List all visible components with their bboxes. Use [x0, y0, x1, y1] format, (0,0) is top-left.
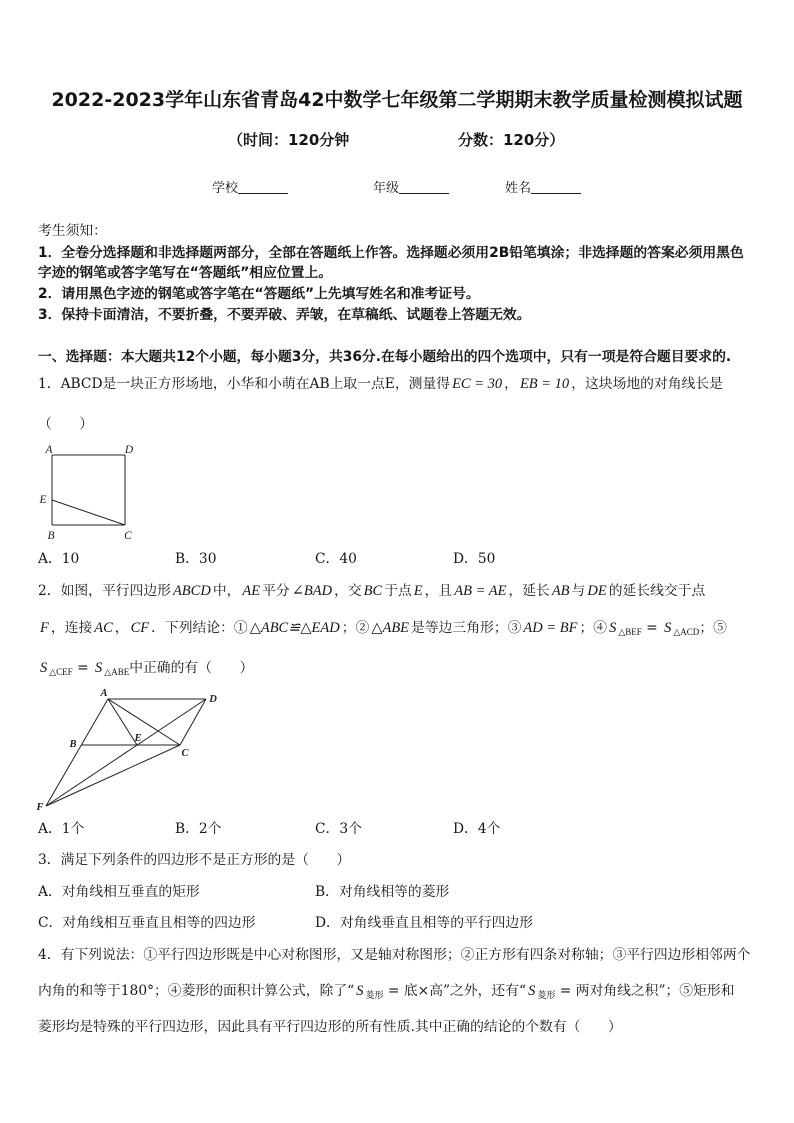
- line-af: [46, 699, 108, 806]
- label-b: B: [47, 530, 55, 542]
- label-e: E: [134, 733, 142, 744]
- q1-math-ec: EC = 30: [452, 376, 503, 392]
- q2-text: 与: [571, 583, 586, 599]
- q2-math: BC: [363, 583, 383, 599]
- q1-answer-paren: （ ）: [38, 416, 94, 432]
- name-blank: [531, 179, 581, 194]
- q2-option-a: A．1个: [38, 821, 85, 837]
- side-dc: [180, 699, 206, 745]
- q2-math: AB: [551, 583, 570, 599]
- q2-text: =: [641, 620, 663, 636]
- q4-math-area: S: [356, 983, 364, 999]
- q2-subscript: △ABE: [104, 667, 130, 677]
- q1-text: ，: [504, 376, 518, 392]
- q2-text: =: [72, 660, 94, 676]
- school-field: [212, 179, 288, 199]
- notice-line-3: 2．请用黑色字迹的钢笔或答字笔在“答题纸”上先填写姓名和准考证号。: [38, 286, 480, 302]
- q2-math: ∠BAD: [291, 583, 333, 599]
- notice-line-4: 3．保持卡面清洁，不要折叠，不要弄破、弄皱，在草稿纸、试题卷上答题无效。: [38, 307, 531, 323]
- exam-score: 分数：120分）: [458, 131, 565, 149]
- q2-line-1: [38, 581, 705, 601]
- q2-math: AC: [94, 620, 113, 636]
- q2-text: 中，: [212, 583, 241, 599]
- q2-math-area: S: [95, 660, 103, 676]
- q2-math-area: S: [609, 620, 617, 636]
- exam-time: （时间：120分钟: [228, 131, 350, 149]
- q2-line-2: [38, 618, 727, 642]
- notice-heading: 考生须知：: [38, 223, 107, 239]
- q4-text: = 两对角线之积”；⑤矩形和: [555, 983, 735, 999]
- q2-math-area: S: [664, 620, 672, 636]
- q4-math-area: S: [528, 983, 536, 999]
- q4-line-1: 4．有下列说法：①平行四边形既是中心对称图形，又是轴对称图形；②正方形有四条对称轴；③平行四边形相邻两个: [38, 947, 751, 963]
- q2-subscript: △BEF: [618, 627, 642, 637]
- q2-text: 的延长线交于点: [608, 583, 706, 599]
- label-a: A: [45, 444, 53, 456]
- q1-math-eb: EB = 10: [519, 376, 570, 392]
- q1-option-d: D．50: [453, 551, 496, 567]
- q2-line-3: [38, 658, 253, 682]
- q2-text: 2．如图，平行四边形: [38, 583, 171, 599]
- grade-field: [373, 179, 449, 199]
- q2-math: F: [40, 620, 49, 636]
- q3-option-c: C．对角线相互垂直且相等的四边形: [38, 915, 256, 931]
- q4-text: 内角的和等于180°；④菱形的面积计算公式，除了“: [38, 983, 355, 999]
- q1-option-b: B．30: [175, 551, 217, 567]
- label-a: A: [100, 688, 108, 699]
- q4-text: = 底×高”之外，还有“: [383, 983, 527, 999]
- q4-subscript: 菱形: [365, 990, 384, 1000]
- q2-math: AE: [242, 583, 261, 599]
- label-e: E: [39, 494, 47, 506]
- q1-option-c: C．40: [315, 551, 357, 567]
- q1-text: ，这块场地的对角线长是: [571, 376, 723, 392]
- name-label: 姓名: [505, 181, 532, 196]
- q2-subscript: △ACD: [673, 627, 700, 637]
- q2-text: ，连接: [50, 620, 93, 636]
- segment-cf: [46, 745, 180, 806]
- q1-figure-square: [30, 440, 140, 545]
- q1-stem: [38, 374, 723, 394]
- q2-math: AB = AE: [454, 583, 507, 599]
- q4-subscript: 菱形: [537, 990, 556, 1000]
- q2-text: 平分: [262, 583, 290, 599]
- segment-ac: [108, 699, 180, 745]
- label-d: D: [209, 694, 217, 705]
- school-label: 学校: [212, 181, 239, 196]
- school-blank: [238, 179, 288, 194]
- q3-option-d: D．对角线垂直且相等的平行四边形: [315, 915, 534, 931]
- label-f: F: [36, 802, 44, 813]
- q4-line-3: 菱形均是特殊的平行四边形，因此具有平行四边形的所有性质.其中正确的结论的个数有（ ）: [38, 1019, 622, 1035]
- q2-math: △ABE: [371, 620, 410, 636]
- q2-text: ，交: [334, 583, 362, 599]
- q1-text: 1．ABCD是一块正方形场地，小华和小萌在AB上取一点E，测量得: [38, 376, 451, 392]
- q2-math: DE: [587, 583, 607, 599]
- label-b: B: [69, 739, 77, 750]
- q2-option-d: D．4个: [453, 821, 501, 837]
- q2-option-c: C．3个: [315, 821, 362, 837]
- q2-text: ；④: [579, 620, 608, 636]
- q2-math: ABCD: [172, 583, 211, 599]
- segment-ec: [52, 500, 125, 525]
- q3-option-b: B．对角线相等的菱形: [315, 884, 450, 900]
- q2-math: △ABC≌△EAD: [249, 620, 340, 636]
- q2-text: 是等边三角形；③: [411, 620, 522, 636]
- q2-subscript: △CEF: [49, 667, 73, 677]
- q3-option-a: A．对角线相互垂直的矩形: [38, 884, 200, 900]
- q2-text: 中正确的有（ ）: [129, 660, 254, 676]
- q1-option-a: A．10: [38, 551, 80, 567]
- q3-stem: 3．满足下列条件的四边形不是正方形的是（ ）: [38, 852, 351, 868]
- q2-math: AD = BF: [523, 620, 578, 636]
- q2-math: E: [413, 583, 423, 599]
- label-c: C: [181, 748, 189, 759]
- q4-line-2: [38, 981, 735, 1005]
- q2-option-b: B．2个: [175, 821, 222, 837]
- q2-math-area: S: [40, 660, 48, 676]
- q2-text: ；②: [341, 620, 370, 636]
- q2-text: ，: [114, 620, 129, 636]
- q2-text: ；⑤: [699, 620, 727, 636]
- section-heading: 一、选择题：本大题共12个小题，每小题3分，共36分.在每小题给出的四个选项中，只有一项是符合题目要求的.: [38, 349, 732, 365]
- grade-label: 年级: [373, 181, 400, 196]
- q2-text: ．下列结论：①: [151, 620, 248, 636]
- segment-ae: [108, 699, 137, 745]
- label-c: C: [124, 530, 132, 542]
- page-title: 2022-2023学年山东省青岛42中数学七年级第二学期期末教学质量检测模拟试题: [51, 89, 743, 111]
- grade-blank: [399, 179, 449, 194]
- q2-text: ，且: [424, 583, 453, 599]
- q2-text: 于点: [384, 583, 412, 599]
- label-d: D: [124, 444, 134, 456]
- q2-text: ，延长: [508, 583, 550, 599]
- notice-line-1: 1．全卷分选择题和非选择题两部分，全部在答题纸上作答。选择题必须用2B铅笔填涂；非选择题的答案必须用黑色: [38, 245, 744, 261]
- name-field: [505, 179, 581, 199]
- q2-figure-parallelogram: [30, 688, 225, 814]
- notice-line-2: 字迹的钢笔或答字笔写在“答题纸”相应位置上。: [38, 265, 333, 281]
- q2-math: CF: [130, 620, 150, 636]
